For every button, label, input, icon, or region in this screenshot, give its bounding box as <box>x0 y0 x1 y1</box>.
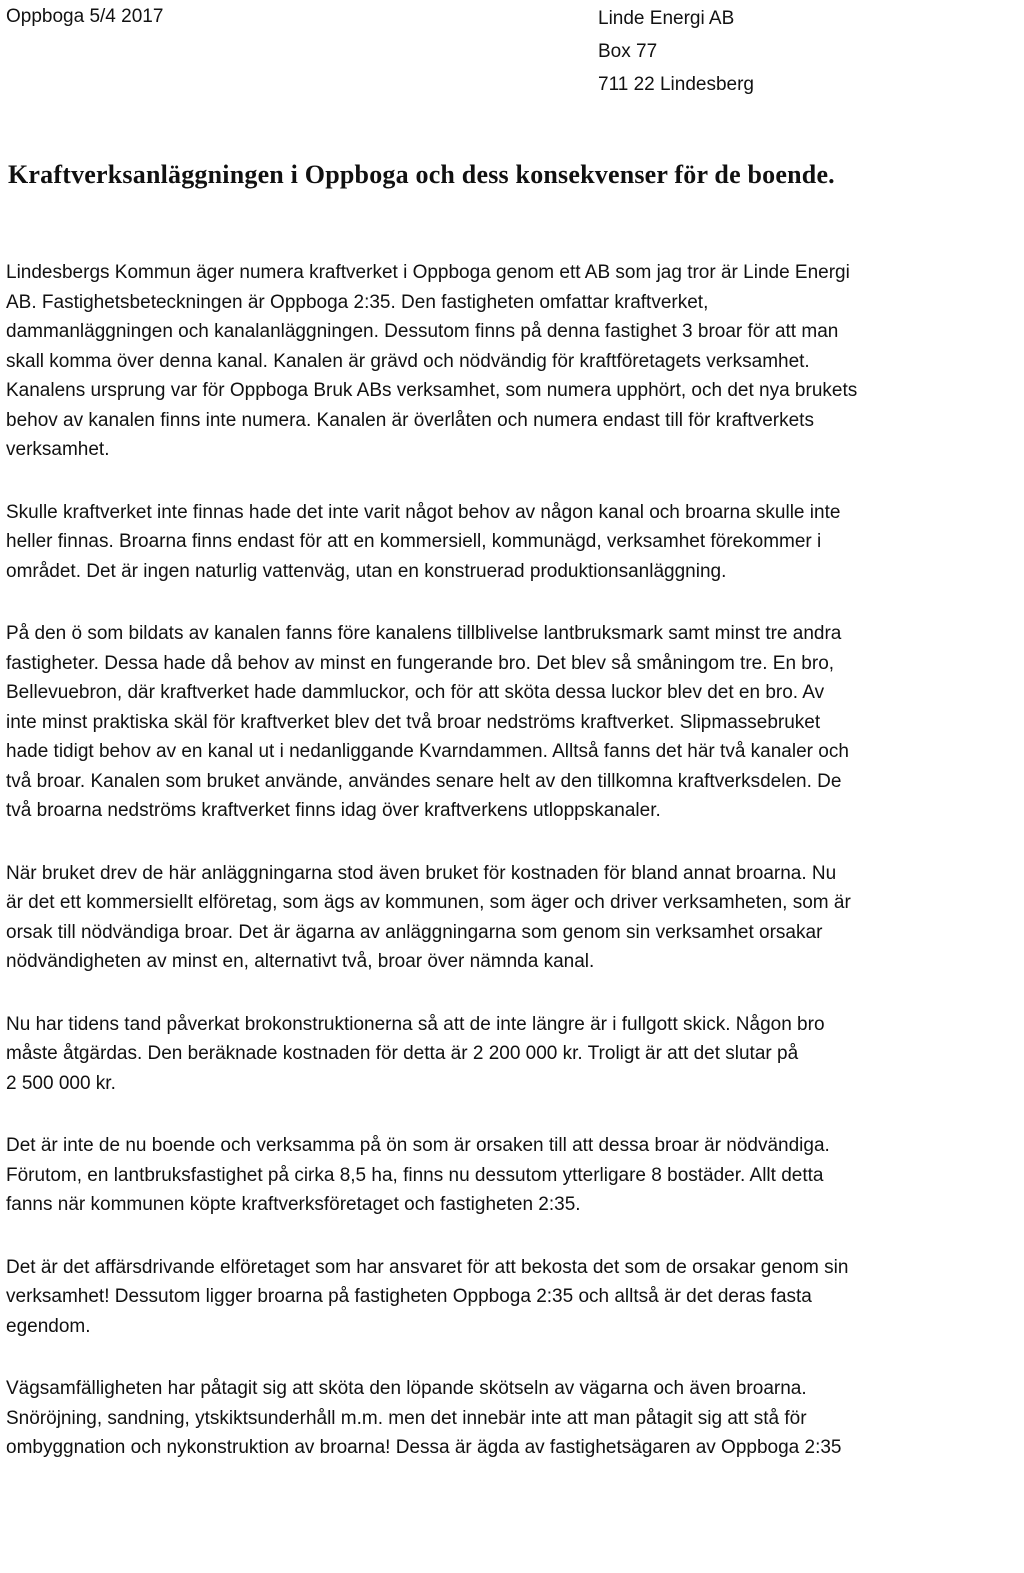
paragraph-line: området. Det är ingen naturlig vattenväg, utan en konstruerad produktionsanläggning. <box>6 560 727 582</box>
paragraph-line: 2 500 000 kr. <box>6 1072 116 1094</box>
paragraph-line: På den ö som bildats av kanalen fanns före kanalens tillblivelse lantbruksmark samt minst tre andra <box>6 623 842 644</box>
recipient-address <box>598 2 754 101</box>
paragraph-line: orsak till nödvändiga broar. Det är ägarna av anläggningarna som genom sin verksamhet orsakar <box>6 921 823 943</box>
paragraph <box>6 498 1024 587</box>
paragraph-line: När bruket drev de här anläggningarna stod även bruket för kostnaden för bland annat broarna. Nu <box>6 862 837 884</box>
paragraph-line: Det är det affärsdrivande elföretaget som har ansvaret för att bekosta det som de orsakar genom sin <box>6 1256 849 1278</box>
paragraph <box>6 1010 1024 1099</box>
recipient-name: Linde Energi AB <box>598 8 735 29</box>
paragraph-line: två broar. Kanalen som bruket använde, användes senare helt av den tillkomna kraftverksdelen. De <box>6 770 842 792</box>
paragraph <box>6 859 1024 977</box>
paragraph-line: inte minst praktiska skäl för kraftverket blev det två broar nedströms kraftverket. Slipmassebruket <box>6 711 821 733</box>
paragraph-line: nödvändigheten av minst en, alternativt två, broar över nämnda kanal. <box>6 951 595 972</box>
paragraph <box>6 1131 1024 1220</box>
paragraph-line: fanns när kommunen köpte kraftverksföretaget och fastigheten 2:35. <box>6 1194 581 1215</box>
letter-body <box>6 258 1024 1496</box>
paragraph-line: Bellevuebron, där kraftverket hade dammluckor, och för att sköta dessa luckor blev det en bro. Av <box>6 682 825 703</box>
paragraph <box>6 1374 1024 1463</box>
paragraph-line: dammanläggningen och kanalanläggningen. Dessutom finns på denna fastighet 3 broar för att man <box>6 321 839 342</box>
paragraph-line: är det ett kommersiellt elföretag, som ägs av kommunen, som äger och driver verksamheten, som är <box>6 892 851 913</box>
paragraph-line: ombyggnation och nykonstruktion av broarna! Dessa är ägda av fastighetsägaren av Oppboga 2:35 <box>6 1437 842 1458</box>
paragraph-line: behov av kanalen finns inte numera. Kanalen är överlåten och numera endast till för kraftverkets <box>6 409 814 431</box>
recipient-postal: 711 22 Lindesberg <box>598 74 754 95</box>
letter-title: Kraftverksanläggningen i Oppboga och dess konsekvenser för de boende. <box>8 160 835 189</box>
paragraph-line: måste åtgärdas. Den beräknade kostnaden för detta är 2 200 000 kr. Troligt är att det slutar på <box>6 1043 799 1064</box>
paragraph-line: Skulle kraftverket inte finnas hade det inte varit något behov av någon kanal och broarna skulle inte <box>6 501 841 523</box>
paragraph-line: hade tidigt behov av en kanal ut i nedanliggande Kvarndammen. Alltså fanns det här två kanaler och <box>6 741 849 762</box>
place-date: Oppboga 5/4 2017 <box>6 6 164 27</box>
paragraph-line: AB. Fastighetsbeteckningen är Oppboga 2:35. Den fastigheten omfattar kraftverket, <box>6 291 709 313</box>
paragraph-line: heller finnas. Broarna finns endast för att en kommersiell, kommunägd, verksamhet förekommer i <box>6 531 822 552</box>
paragraph-line: två broarna nedströms kraftverket finns idag över kraftverkens utloppskanaler. <box>6 800 661 821</box>
paragraph-line: Nu har tidens tand påverkat brokonstruktionerna så att de inte längre är i fullgott skick. Någon bro <box>6 1013 825 1035</box>
paragraph-line: Kanalens ursprung var för Oppboga Bruk ABs verksamhet, som numera upphört, och det nya brukets <box>6 380 858 401</box>
paragraph-line: verksamhet! Dessutom ligger broarna på fastigheten Oppboga 2:35 och alltså är det deras fasta <box>6 1286 812 1307</box>
paragraph-line: Vägsamfälligheten har påtagit sig att sköta den löpande skötseln av vägarna och även broarna. <box>6 1378 807 1399</box>
paragraph-line: fastigheter. Dessa hade då behov av minst en fungerande bro. Det blev så småningom tre. En bro, <box>6 652 835 674</box>
paragraph-line: verksamhet. <box>6 439 110 460</box>
recipient-box: Box 77 <box>598 41 658 62</box>
paragraph <box>6 619 1024 826</box>
paragraph <box>6 258 1024 465</box>
paragraph-line: egendom. <box>6 1315 91 1337</box>
paragraph-line: skall komma över denna kanal. Kanalen är grävd och nödvändig för kraftföretagets verksamhet. <box>6 350 810 372</box>
paragraph-line: Snöröjning, sandning, ytskiktsunderhåll m.m. men det innebär inte att man påtagit sig att stå för <box>6 1407 807 1429</box>
paragraph-line: Lindesbergs Kommun äger numera kraftverket i Oppboga genom ett AB som jag tror är Linde Energi <box>6 262 850 283</box>
paragraph <box>6 1253 1024 1342</box>
paragraph-line: Det är inte de nu boende och verksamma på ön som är orsaken till att dessa broar är nödvändiga. <box>6 1135 830 1156</box>
paragraph-line: Förutom, en lantbruksfastighet på cirka 8,5 ha, finns nu dessutom ytterligare 8 bostäder. Allt detta <box>6 1164 824 1186</box>
